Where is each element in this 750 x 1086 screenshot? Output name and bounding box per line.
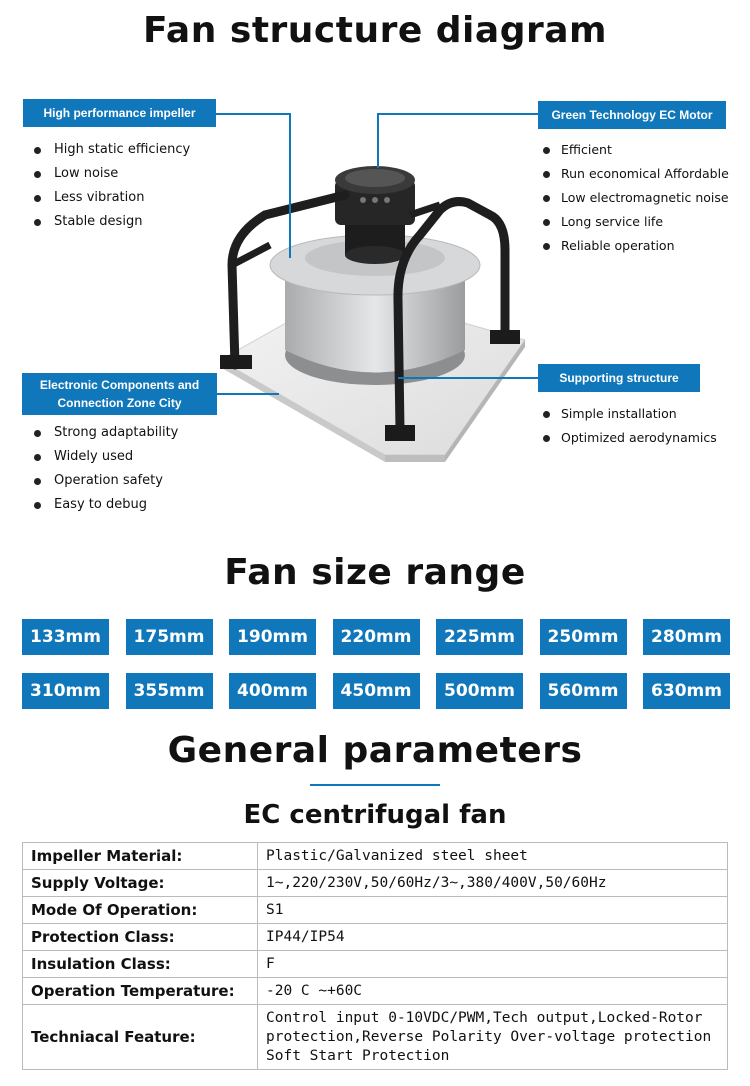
size-item: 560mm [540, 673, 627, 709]
param-value: 1~,220/230V,50/60Hz/3~,380/400V,50/60Hz [258, 870, 728, 897]
support-feature-list [535, 402, 717, 450]
list-item: Low noise [24, 162, 190, 186]
size-item: 400mm [229, 673, 316, 709]
impeller-feature-list [24, 138, 190, 234]
list-item: Low electromagnetic noise [535, 186, 729, 210]
param-key: Mode Of Operation: [23, 897, 258, 924]
param-key: Impeller Material: [23, 843, 258, 870]
params-title-underline [310, 784, 440, 786]
param-value: Plastic/Galvanized steel sheet [258, 843, 728, 870]
size-item: 220mm [333, 619, 420, 655]
table-row [23, 924, 728, 951]
size-item: 630mm [643, 673, 730, 709]
table-row [23, 843, 728, 870]
param-key: Operation Temperature: [23, 978, 258, 1005]
list-item: High static efficiency [24, 138, 190, 162]
param-value: -20 C ~+60C [258, 978, 728, 1005]
param-value: S1 [258, 897, 728, 924]
param-key: Insulation Class: [23, 951, 258, 978]
motor-label: Green Technology EC Motor [538, 101, 726, 129]
impeller-connector-v [289, 113, 291, 258]
support-label: Supporting structure [538, 364, 700, 392]
list-item: Operation safety [24, 469, 178, 493]
size-item: 355mm [126, 673, 213, 709]
impeller-connector-h [216, 113, 290, 115]
table-row [23, 870, 728, 897]
size-item: 500mm [436, 673, 523, 709]
param-key: Protection Class: [23, 924, 258, 951]
support-connector [398, 377, 538, 379]
list-item: Reliable operation [535, 234, 729, 258]
params-table [22, 842, 728, 1070]
param-key: Supply Voltage: [23, 870, 258, 897]
list-item: Stable design [24, 210, 190, 234]
list-item: Long service life [535, 210, 729, 234]
size-item: 190mm [229, 619, 316, 655]
structure-title: Fan structure diagram [142, 10, 608, 51]
list-item: Run economical Affordable [535, 162, 729, 186]
size-item: 133mm [22, 619, 109, 655]
impeller-label: High performance impeller [23, 99, 216, 127]
param-value: IP44/IP54 [258, 924, 728, 951]
electronics-feature-list [24, 421, 178, 517]
param-value: F [258, 951, 728, 978]
size-item: 225mm [436, 619, 523, 655]
size-item: 280mm [643, 619, 730, 655]
list-item: Strong adaptability [24, 421, 178, 445]
motor-feature-list [535, 138, 729, 258]
list-item: Efficient [535, 138, 729, 162]
electronics-label [22, 373, 217, 415]
size-item: 450mm [333, 673, 420, 709]
list-item: Simple installation [535, 402, 717, 426]
table-row [23, 978, 728, 1005]
table-row [23, 1005, 728, 1070]
list-item: Widely used [24, 445, 178, 469]
size-item: 310mm [22, 673, 109, 709]
list-item: Optimized aerodynamics [535, 426, 717, 450]
param-key: Techniacal Feature: [23, 1005, 258, 1070]
list-item: Less vibration [24, 186, 190, 210]
list-item: Easy to debug [24, 493, 178, 517]
size-item: 175mm [126, 619, 213, 655]
params-subtitle: EC centrifugal fan [243, 800, 507, 830]
size-item: 250mm [540, 619, 627, 655]
table-row [23, 897, 728, 924]
size-grid [22, 619, 728, 709]
motor-connector-h [377, 113, 538, 115]
electronics-connector [217, 393, 279, 395]
table-row [23, 951, 728, 978]
electronics-label-line2: Connection Zone City [57, 396, 182, 410]
param-value: Control input 0-10VDC/PWM,Tech output,Locked-Rotor protection,Reverse Polarity Over-voltage protection Soft Start Protection [258, 1005, 728, 1070]
sizes-title: Fan size range [224, 552, 526, 593]
electronics-label-line1: Electronic Components and [39, 378, 200, 392]
params-title: General parameters [167, 730, 583, 771]
motor-connector-v [377, 113, 379, 168]
